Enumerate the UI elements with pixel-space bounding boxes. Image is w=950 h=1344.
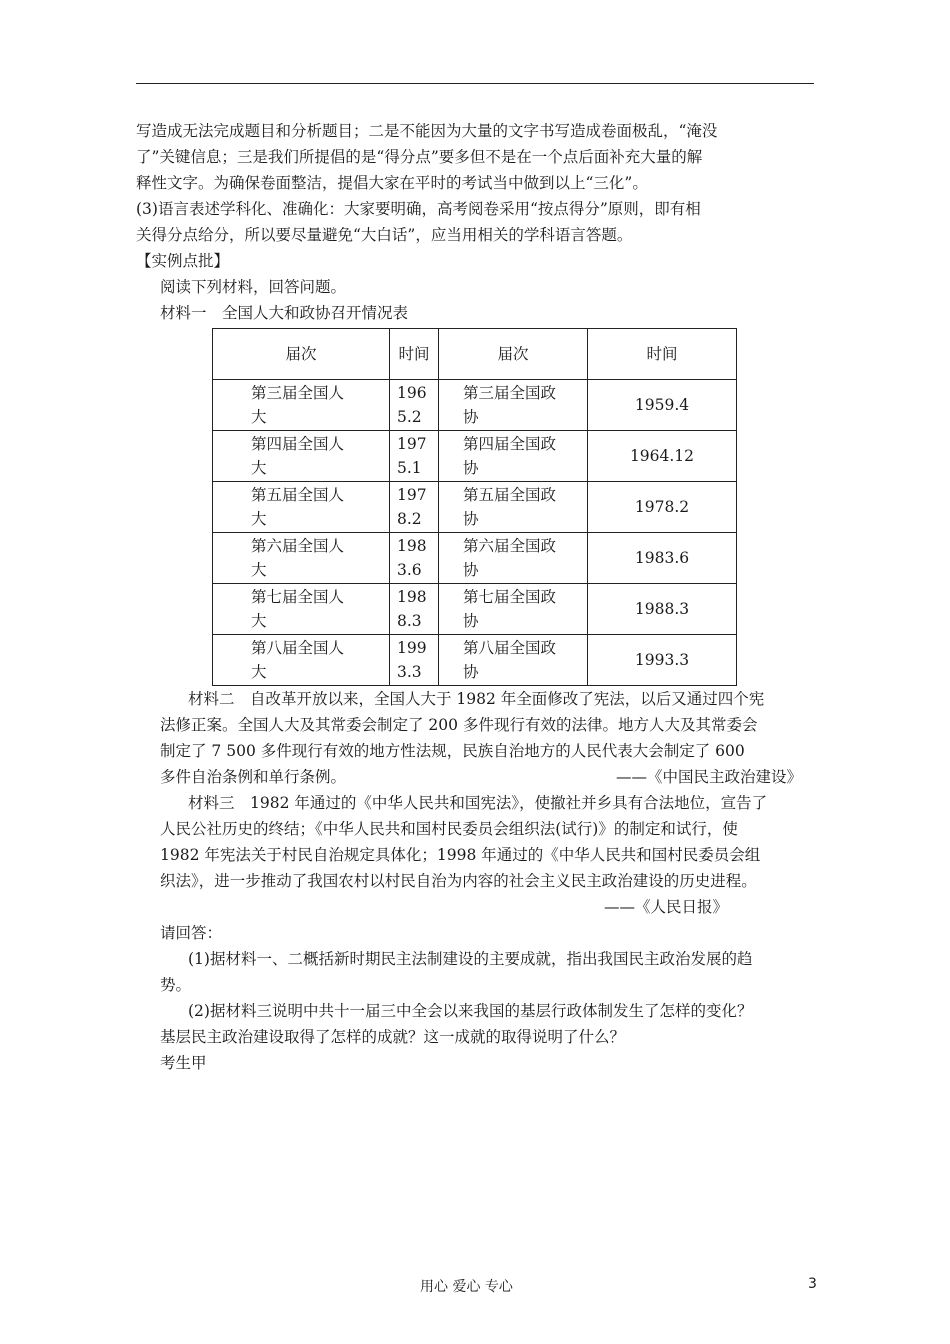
table-cell: 1978.2 bbox=[588, 482, 737, 533]
body-line: (3)语言表述学科化、准确化：大家要明确，高考阅卷采用“按点得分”原则，即有相 bbox=[136, 200, 701, 218]
question-1-line: (1)据材料一、二概括新时期民主法制建设的主要成就，指出我国民主政治发展的趋 bbox=[188, 950, 753, 968]
material2-line: 法修正案。全国人大及其常委会制定了 200 多件现行有效的法律。地方人大及其常委会 bbox=[160, 716, 758, 734]
material3-line: 织法》，进一步推动了我国农村以村民自治为内容的社会主义民主政治建设的历史进程。 bbox=[160, 872, 757, 890]
table-cell: 1959.4 bbox=[588, 380, 737, 431]
table-header: 届次 bbox=[439, 329, 588, 380]
material3-line: 1982 年宪法关于村民自治规定具体化；1998 年通过的《中华人民共和国村民委员会组 bbox=[160, 846, 761, 864]
table-row bbox=[213, 533, 737, 584]
material3-line: 材料三 1982 年通过的《中华人民共和国宪法》，使撤社并乡具有合法地位，宣告了 bbox=[188, 794, 768, 812]
table-cell: 第六届全国人大 bbox=[213, 533, 390, 584]
footer-motto: 用心 爱心 专心 bbox=[420, 1279, 513, 1295]
table-header: 届次 bbox=[213, 329, 390, 380]
question-2-line: (2)据材料三说明中共十一届三中全会以来我国的基层行政体制发生了怎样的变化？ bbox=[188, 1002, 753, 1020]
sessions-table bbox=[212, 328, 737, 686]
body-line: 了”关键信息；三是我们所提倡的是“得分点”要多但不是在一个点后面补充大量的解 bbox=[136, 148, 703, 166]
material2-line: 多件自治条例和单行条例。 bbox=[160, 768, 347, 786]
material3-source-line bbox=[160, 894, 820, 920]
table-cell: 1978.2 bbox=[390, 482, 439, 533]
table-header: 时间 bbox=[390, 329, 439, 380]
header-rule bbox=[136, 83, 814, 84]
instruction: 阅读下列材料，回答问题。 bbox=[160, 278, 347, 296]
table-cell: 第七届全国政协 bbox=[439, 584, 588, 635]
table-cell: 第三届全国政协 bbox=[439, 380, 588, 431]
table-row bbox=[213, 431, 737, 482]
question-2-line: 基层民主政治建设取得了怎样的成就？这一成就的取得说明了什么？ bbox=[160, 1028, 626, 1046]
section-heading: 【实例点批】 bbox=[136, 252, 230, 270]
material2-last-line bbox=[160, 764, 820, 790]
body-line: 写造成无法完成题目和分析题目；二是不能因为大量的文字书写造成卷面极乱，“淹没 bbox=[136, 122, 718, 140]
table-cell: 第四届全国政协 bbox=[439, 431, 588, 482]
table-cell: 第八届全国人大 bbox=[213, 635, 390, 686]
table-cell: 1975.1 bbox=[390, 431, 439, 482]
table-row bbox=[213, 482, 737, 533]
table-header-row bbox=[213, 329, 737, 380]
body-line: 关得分点给分，所以要尽量避免“大白话”，应当用相关的学科语言答题。 bbox=[136, 226, 633, 244]
table-cell: 1983.6 bbox=[390, 533, 439, 584]
table-cell: 第三届全国人大 bbox=[213, 380, 390, 431]
examinee-label: 考生甲 bbox=[160, 1054, 207, 1072]
material2-line: 制定了 7 500 多件现行有效的地方性法规，民族自治地方的人民代表大会制定了 600 bbox=[160, 742, 745, 760]
table-cell: 1988.3 bbox=[588, 584, 737, 635]
material2-source: ——《中国民主政治建设》 bbox=[616, 768, 803, 786]
table-cell: 1993.3 bbox=[588, 635, 737, 686]
table-header: 时间 bbox=[588, 329, 737, 380]
table-cell: 第七届全国人大 bbox=[213, 584, 390, 635]
page-number: 3 bbox=[808, 1276, 817, 1292]
question-1-line: 势。 bbox=[160, 976, 192, 994]
table-row bbox=[213, 380, 737, 431]
table-cell: 1983.6 bbox=[588, 533, 737, 584]
table-cell: 1965.2 bbox=[390, 380, 439, 431]
table-cell: 1988.3 bbox=[390, 584, 439, 635]
body-line: 释性文字。为确保卷面整洁，提倡大家在平时的考试当中做到以上“三化”。 bbox=[136, 174, 648, 192]
table-cell: 第六届全国政协 bbox=[439, 533, 588, 584]
table-cell: 第八届全国政协 bbox=[439, 635, 588, 686]
questions-intro: 请回答： bbox=[160, 924, 223, 942]
table-cell: 第四届全国人大 bbox=[213, 431, 390, 482]
table-cell: 第五届全国人大 bbox=[213, 482, 390, 533]
material2-line: 材料二 自改革开放以来，全国人大于 1982 年全面修改了宪法，以后又通过四个宪 bbox=[188, 690, 765, 708]
material3-source: ——《人民日报》 bbox=[604, 898, 729, 916]
table-row bbox=[213, 635, 737, 686]
page-content bbox=[136, 118, 820, 1076]
table-cell: 1993.3 bbox=[390, 635, 439, 686]
material1-title: 材料一 全国人大和政协召开情况表 bbox=[160, 304, 409, 322]
table-cell: 1964.12 bbox=[588, 431, 737, 482]
table-row bbox=[213, 584, 737, 635]
material3-line: 人民公社历史的终结；《中华人民共和国村民委员会组织法(试行)》的制定和试行，使 bbox=[160, 820, 738, 838]
table-cell: 第五届全国政协 bbox=[439, 482, 588, 533]
